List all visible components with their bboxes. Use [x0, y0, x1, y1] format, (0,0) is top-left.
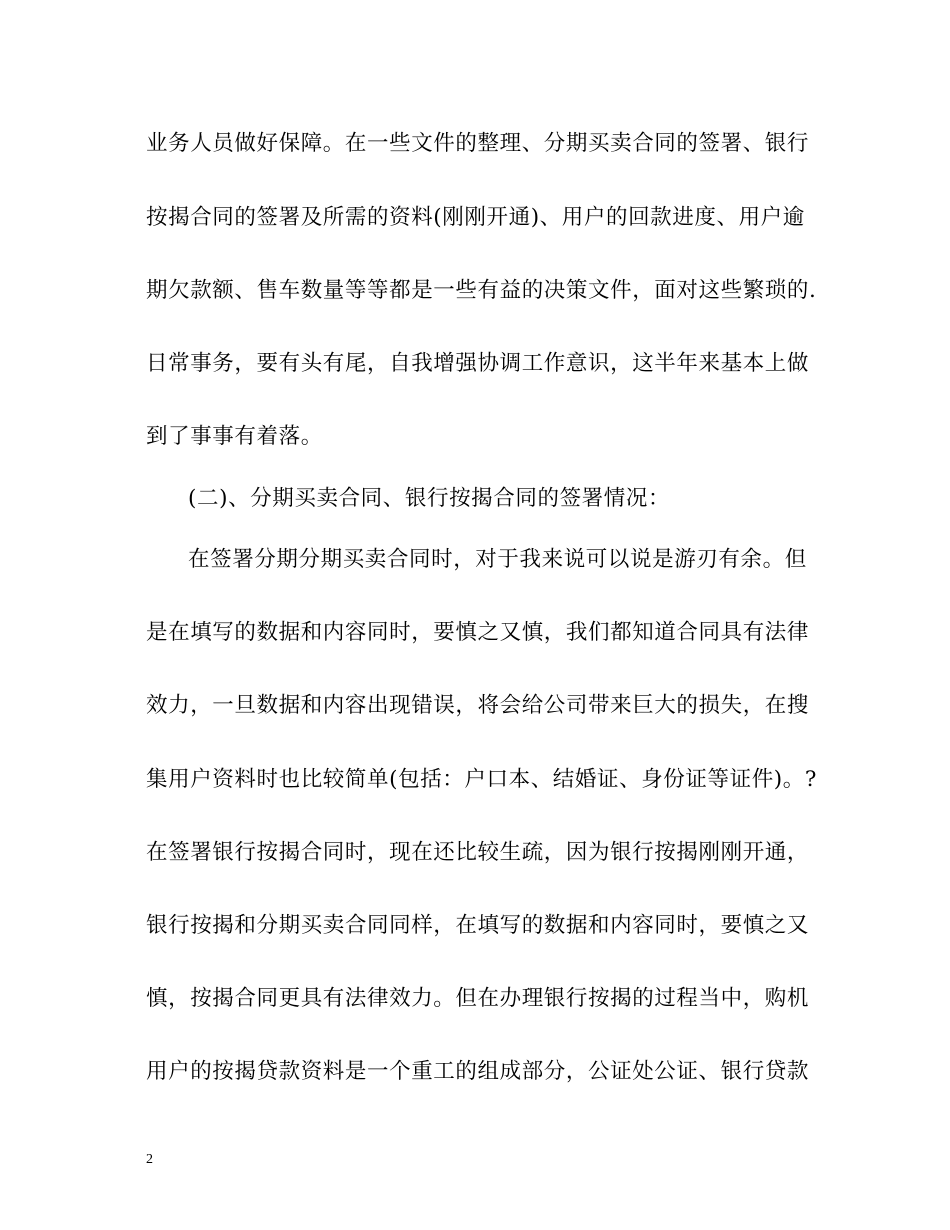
text-line-13: 慎，按揭合同更具有法律效力。但在办理银行按揭的过程当中，购机 — [146, 986, 810, 1011]
text-line-4: 日常事务，要有头有尾，自我增强协调工作意识，这半年来基本上做 — [146, 351, 810, 376]
text-line-10: 集用户资料时也比较简单(包括：户口本、结婚证、身份证等证件)。? — [146, 767, 818, 792]
text-line-11: 在签署银行按揭合同时，现在还比较生疏，因为银行按揭刚刚开通， — [146, 840, 810, 865]
section-heading: (二)、分期买卖合同、银行按揭合同的签署情况： — [188, 486, 671, 511]
text-line-3: 期欠款额、售车数量等等都是一些有益的决策文件，面对这些繁琐的. — [146, 278, 817, 303]
text-line-9: 效力，一旦数据和内容出现错误，将会给公司带来巨大的损失，在搜 — [146, 693, 810, 718]
text-line-1: 业务人员做好保障。在一些文件的整理、分期买卖合同的签署、银行 — [146, 131, 810, 156]
page-number: 2 — [146, 1152, 153, 1167]
text-line-2: 按揭合同的签署及所需的资料(刚刚开通)、用户的回款进度、用户逾 — [146, 205, 805, 230]
text-line-5: 到了事事有着落。 — [146, 424, 323, 449]
text-line-8: 是在填写的数据和内容同时，要慎之又慎，我们都知道合同具有法律 — [146, 620, 810, 645]
text-line-12: 银行按揭和分期买卖合同同样，在填写的数据和内容同时，要慎之又 — [146, 913, 810, 938]
text-line-14: 用户的按揭贷款资料是一个重工的组成部分，公证处公证、银行贷款 — [146, 1059, 810, 1084]
text-line-7: 在签署分期分期买卖合同时，对于我来说可以说是游刃有余。但 — [188, 547, 807, 572]
